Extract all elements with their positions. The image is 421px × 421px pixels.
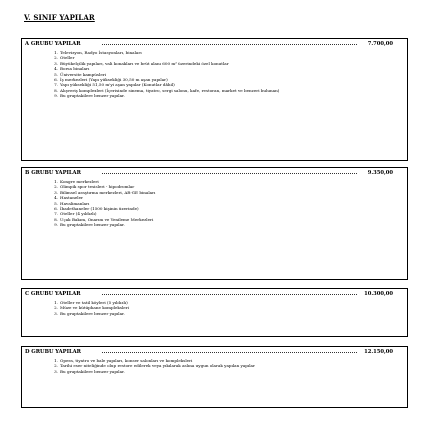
group-b-list (22, 178, 407, 228)
list-item: 3. Bilimsel araştırma merkezleri, AR-GE binaları (54, 189, 156, 195)
group-b-amount: 9.350,00 (367, 170, 393, 176)
list-item: 1. Oteller ve tatil köyleri (5 yıldızlı) (54, 300, 128, 305)
list-item: 7. Oteller (4 yıldızlı) (54, 211, 97, 217)
group-d-list (22, 357, 407, 374)
list-item: 6. İş merkezleri (Yapı yüksekliği 30,50 m aşan yapılar) (54, 77, 168, 83)
list-item: 9. Bu gruptakilere benzer yapılar. (54, 222, 125, 228)
dot-leader (102, 294, 357, 295)
group-c-block (21, 288, 408, 337)
list-item: 5. Üniversite kampüsleri (54, 71, 107, 77)
list-item: 1. Kongre merkezleri (54, 179, 99, 184)
group-b-header (22, 168, 407, 178)
dot-leader (102, 44, 357, 45)
group-b-block (21, 167, 408, 280)
list-item: 6. İbadethaneler (1500 kişinin üzerinde) (54, 206, 139, 212)
group-a-block (21, 38, 408, 161)
list-item: 2. Oteller (54, 55, 75, 61)
group-a-list (22, 49, 407, 99)
group-c-label: C GRUBU YAPILAR (25, 291, 81, 297)
group-a-label: A GRUBU YAPILAR (25, 41, 81, 47)
group-c-list (22, 299, 407, 316)
list-item: 9. Bu gruptakilere benzer yapılar. (54, 93, 125, 99)
group-a-amount: 7.700,00 (367, 41, 393, 47)
list-item: 1. Televizyon, Radyo İstasyonları, binaları (54, 50, 142, 55)
list-item: 4. Hastaneler (54, 195, 83, 201)
group-b-label: B GRUBU YAPILAR (25, 170, 81, 176)
group-c-header (22, 289, 407, 299)
dot-leader (102, 352, 357, 353)
page-title: V. SINIF YAPILAR (24, 13, 95, 22)
list-item: 7. Yapı yüksekliği 51,50 m'yi aşan yapılar (Konutlar dâhil) (54, 82, 175, 88)
group-d-header (22, 347, 407, 357)
list-item: 3. Büyükelçilik yapıları, vali konakları ve brüt alanı 600 m² üzerindeki özel konutlar (54, 60, 229, 66)
group-d-block (21, 346, 408, 408)
list-item: 8. Uçak Bakım, Onarım ve Yenileme Merkezleri (54, 216, 154, 222)
group-d-label: D GRUBU YAPILAR (25, 349, 81, 355)
dot-leader (102, 173, 357, 174)
list-item: 2. Olimpik spor tesisleri - hipodromlar (54, 184, 135, 190)
list-item: 2. Müze ve kütüphane kompleksleri (54, 305, 129, 311)
list-item: 3. Bu gruptakilere benzer yapılar. (54, 310, 125, 316)
group-c-amount: 10.300,00 (364, 291, 393, 297)
group-a-header (22, 39, 407, 49)
list-item: 1. Opera, tiyatro ve bale yapıları, konser salonları ve kompleksleri (54, 358, 193, 363)
list-item: 2. Tarihi eser niteliğinde olup restore edilerek veya yıkılarak aslına uygun olarak yapılan yapılar (54, 363, 255, 369)
list-item: 8. Alışveriş komplexleri (İçerisinde sinema, tiyatro, sergi salonu, kafe, restoran, market ve benzeri bulunan) (54, 87, 280, 93)
list-item: 4. Borsa binaları (54, 66, 90, 72)
list-item: 5. Havalimanları (54, 200, 90, 206)
group-d-amount: 12.150,00 (364, 349, 393, 355)
list-item: 3. Bu gruptakilere benzer yapılar. (54, 368, 125, 374)
